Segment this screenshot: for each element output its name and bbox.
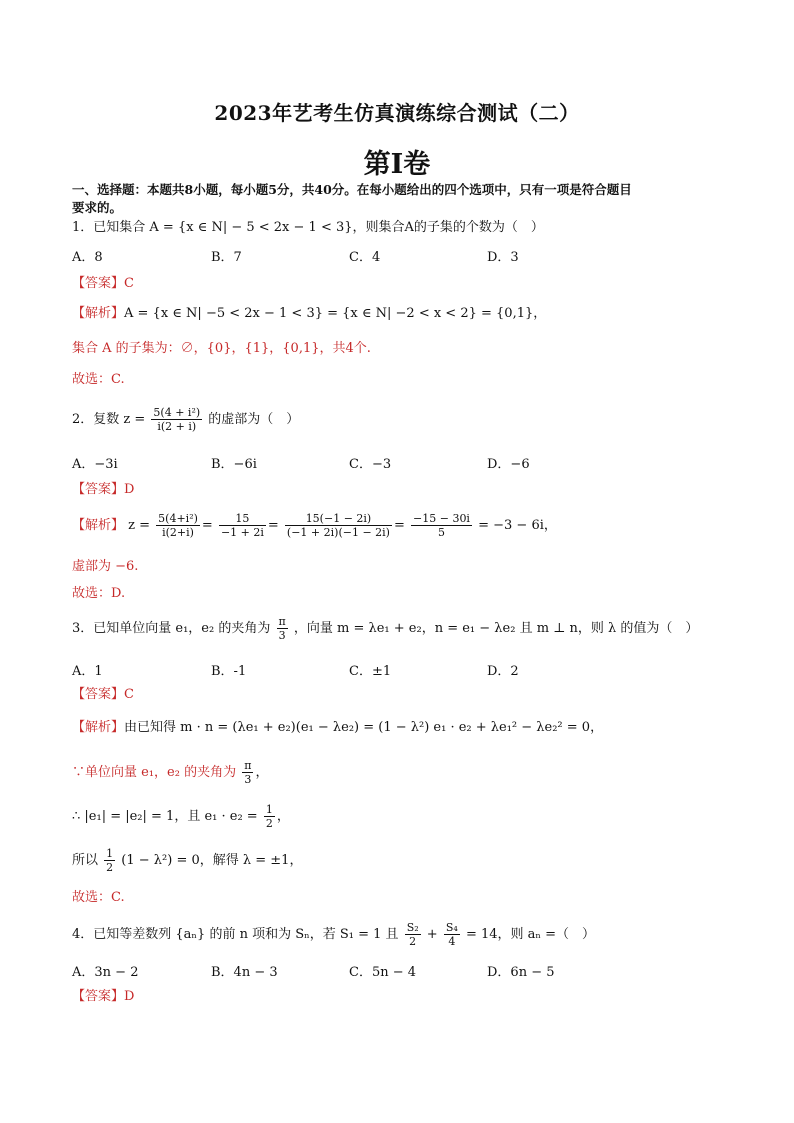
q2-explain-line3: 故选：D. <box>72 586 126 601</box>
answer-tag: 【答案】 <box>72 687 125 702</box>
q4-answer <box>72 988 134 1006</box>
fraction-numerator: S₂ <box>406 921 419 934</box>
fraction-denominator: 2 <box>409 935 417 948</box>
q1-stem: 1．已知集合 A = {x ∈ N| − 5 < 2x − 1 < 3}，则集合A的子集的个数为（ ） <box>72 220 544 235</box>
answer-value: D <box>124 989 135 1004</box>
section-instructions-line1: 一、选择题：本题共8小题，每小题5分，共40分。在每小题给出的四个选项中，只有一项是符合题目 <box>72 182 632 197</box>
answer-value: C <box>124 276 134 291</box>
q2-option-c: C．−3 <box>349 457 392 472</box>
fraction-denominator: i(2+i) <box>162 526 194 539</box>
q2-option-d: D．−6 <box>487 457 530 472</box>
q3-answer <box>72 686 134 704</box>
q3-explain-line4 <box>72 846 302 876</box>
explain-fraction <box>104 847 115 874</box>
q4-option-d: D．6n − 5 <box>487 965 555 980</box>
q3-option-d: D．2 <box>487 664 519 679</box>
q4-stem <box>72 920 595 950</box>
q1-option-c: C．4 <box>349 250 381 265</box>
q3-option-a: A．1 <box>72 664 103 679</box>
q2-explain-line2: 虚部为 −6. <box>72 559 139 574</box>
page-subtitle: 第I卷 <box>363 149 431 180</box>
explain-text: ∴ |e₁| = |e₂| = 1，且 e₁ · e₂ = <box>72 809 258 824</box>
q2-option-a: A．−3i <box>72 457 118 472</box>
q2-stem-prefix: 2．复数 z = <box>72 412 146 427</box>
fraction-numerator: 5(4 + i²) <box>153 406 201 419</box>
explain-text: 由已知得 m · n = (λe₁ + e₂)(e₁ − λe₂) = (1 − λ²) e₁ · e₂ + λe₁² − λe₂² = 0， <box>124 720 604 735</box>
explain-text: ∵单位向量 e₁，e₂ 的夹角为 <box>72 765 237 780</box>
explain-text: 所以 <box>72 853 99 868</box>
explain-fraction-3 <box>285 512 392 539</box>
q3-explain-line1 <box>72 719 603 737</box>
explain-tag: 【解析】 <box>72 306 125 321</box>
fraction-numerator: 15 <box>219 512 266 526</box>
q2-stem-suffix: 的虚部为（ ） <box>208 412 300 427</box>
q3-stem-part-b: ，向量 m = λe₁ + e₂，n = e₁ − λe₂ 且 m ⊥ n，则 λ 的值为（ ） <box>293 621 699 636</box>
q3-stem <box>72 614 698 644</box>
q4-stem-plus: + <box>426 927 438 942</box>
q3-explain-line2 <box>72 758 268 788</box>
q1-explain-line1 <box>72 305 546 323</box>
explain-fraction-1 <box>156 512 200 539</box>
q1-explain-line2: 集合 A 的子集为：∅，{0}，{1}，{0,1}，共4个. <box>72 341 371 356</box>
explain-z: z = <box>128 518 151 533</box>
fraction-denominator: 2 <box>106 861 114 874</box>
fraction-numerator: 1 <box>106 847 114 860</box>
fraction-denominator: 4 <box>448 935 456 948</box>
fraction-numerator: 5(4+i²) <box>158 512 198 525</box>
q3-explain-line5: 故选：C. <box>72 890 125 905</box>
explain-tag: 【解析】 <box>72 518 125 533</box>
q3-option-c: C．±1 <box>349 664 392 679</box>
q4-option-b: B．4n − 3 <box>211 965 278 980</box>
q3-option-b: B．-1 <box>211 664 247 679</box>
q3-stem-fraction <box>277 615 288 642</box>
section-instructions-line2: 要求的。 <box>72 200 123 215</box>
fraction-numerator: S₄ <box>445 921 458 934</box>
q2-stem <box>72 405 299 435</box>
page-title: 2023年艺考生仿真演练综合测试（二） <box>214 101 580 125</box>
q4-option-a: A．3n − 2 <box>72 965 139 980</box>
q4-stem-part-a: 4．已知等差数列 {aₙ} 的前 n 项和为 Sₙ，若 S₁ = 1 且 <box>72 927 399 942</box>
fraction-denominator: 2 <box>265 817 273 830</box>
fraction-numerator: 15(−1 − 2i) <box>285 512 392 526</box>
fraction-denominator: 3 <box>278 629 286 642</box>
explain-fraction <box>242 759 253 786</box>
fraction-numerator: π <box>244 759 252 772</box>
q1-answer <box>72 275 134 293</box>
explain-text-end: ， <box>255 765 269 780</box>
fraction-denominator: 5 <box>437 526 445 539</box>
answer-value: C <box>124 687 134 702</box>
q2-answer <box>72 481 134 499</box>
q1-option-b: B．7 <box>211 250 242 265</box>
q1-explain-line3: 故选：C. <box>72 372 125 387</box>
explain-text: A = {x ∈ N| −5 < 2x − 1 < 3} = {x ∈ N| −2 < x < 2} = {0,1}， <box>124 306 547 321</box>
fraction-denominator: 3 <box>244 773 252 786</box>
q3-stem-part-a: 3．已知单位向量 e₁，e₂ 的夹角为 <box>72 621 271 636</box>
answer-tag: 【答案】 <box>72 276 125 291</box>
answer-tag: 【答案】 <box>72 989 125 1004</box>
q4-stem-fraction-2 <box>444 921 460 948</box>
q4-stem-fraction-1 <box>405 921 421 948</box>
explain-tail: = −3 − 6i， <box>478 518 557 533</box>
fraction-numerator: π <box>278 615 286 628</box>
q4-stem-part-b: = 14，则 aₙ =（ ） <box>465 927 596 942</box>
q3-explain-line3 <box>72 802 290 832</box>
q2-explain-line1: 【解析】 z = $\frac{\text{5(4+i²)}}{i(2+i)}$ = $\frac{15}{-1 + 2i}$ = $\frac{15(-1 - 2i)}{(-1 + 2i)(-1 - 2i)}$ = $\frac{-15 - 30i}{5}$ = −3 − 6i， <box>72 512 557 539</box>
fraction-denominator: −1 + 2i <box>220 526 264 539</box>
fraction-denominator: (−1 + 2i)(−1 − 2i) <box>286 526 390 539</box>
q4-option-c: C．5n − 4 <box>349 965 417 980</box>
explain-tag: 【解析】 <box>72 720 125 735</box>
fraction-numerator: 1 <box>265 803 273 816</box>
answer-tag: 【答案】 <box>72 482 125 497</box>
explain-text-end: ， <box>276 809 290 824</box>
q2-option-b: B．−6i <box>211 457 257 472</box>
explain-text-end: (1 − λ²) = 0，解得 λ = ±1， <box>121 853 303 868</box>
q2-stem-fraction <box>151 406 202 433</box>
answer-value: D <box>124 482 135 497</box>
explain-fraction <box>264 803 275 830</box>
explain-fraction-2 <box>219 512 266 539</box>
fraction-denominator: i(2 + i) <box>157 420 197 433</box>
q1-option-d: D．3 <box>487 250 519 265</box>
fraction-numerator: −15 − 30i <box>413 512 470 525</box>
q1-option-a: A．8 <box>72 250 103 265</box>
explain-fraction-4 <box>411 512 472 539</box>
